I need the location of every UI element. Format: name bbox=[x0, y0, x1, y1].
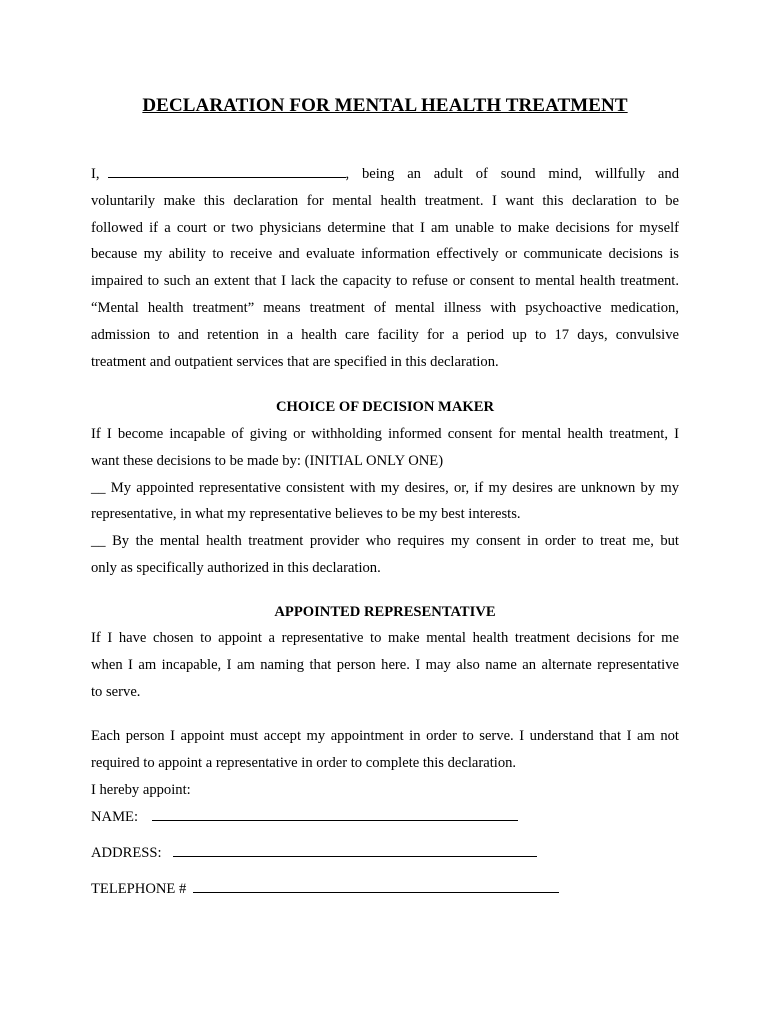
section2-line: If I have chosen to appoint a representative to make mental health treatment decisions for me bbox=[91, 630, 679, 646]
intro-paragraph bbox=[91, 161, 679, 375]
address-field-row bbox=[91, 842, 537, 863]
intro-first-word: I, bbox=[91, 166, 100, 182]
intro-line: treatment and outpatient services that are specified in this declaration. bbox=[91, 353, 499, 370]
option-representative: __ My appointed representative consistent with my desires, or, if my desires are unknown by my bbox=[91, 479, 679, 496]
name-blank[interactable] bbox=[152, 806, 518, 821]
document-title: DECLARATION FOR MENTAL HEALTH TREATMENT bbox=[142, 95, 628, 116]
intro-line: followed if a court or two physicians determine that I am unable to make decisions for myself bbox=[91, 219, 679, 236]
choice-of-decision-maker-heading: CHOICE OF DECISION MAKER bbox=[276, 399, 494, 415]
declarant-name-blank[interactable] bbox=[108, 164, 346, 178]
telephone-label: TELEPHONE # bbox=[91, 881, 187, 897]
section2-line: to serve. bbox=[91, 683, 141, 700]
choice-of-decision-maker-paragraph bbox=[91, 421, 679, 582]
intro-line: impaired to such an extent that I lack the capacity to refuse or consent to mental health treatment. bbox=[91, 273, 679, 290]
appointed-representative-paragraph bbox=[91, 625, 679, 705]
intro-line: “Mental health treatment” means treatment of mental illness with psychoactive medication, bbox=[91, 299, 679, 316]
appointed-representative-heading: APPOINTED REPRESENTATIVE bbox=[274, 604, 496, 620]
appointment-acceptance-paragraph bbox=[91, 723, 679, 803]
section2-line: Each person I appoint must accept my appointment in order to serve. I understand that I am not bbox=[91, 728, 679, 744]
telephone-blank[interactable] bbox=[193, 878, 559, 893]
intro-line: because my ability to receive and evaluate information effectively or communicate decisions is bbox=[91, 246, 679, 263]
section1-line: If I become incapable of giving or withholding informed consent for mental health treatment, I bbox=[91, 426, 679, 442]
intro-line: voluntarily make this declaration for mental health treatment. I want this declaration to be bbox=[91, 192, 679, 209]
intro-first-line-end: , being an adult of sound mind, willfully and bbox=[345, 166, 679, 182]
section1-line: want these decisions to be made by: (INITIAL ONLY ONE) bbox=[91, 452, 444, 469]
option-provider: __ By the mental health treatment provider who requires my consent in order to treat me, but bbox=[91, 533, 679, 550]
section2-line: required to appoint a representative in order to complete this declaration. bbox=[91, 754, 517, 771]
name-label: NAME: bbox=[91, 809, 139, 825]
intro-first-line bbox=[91, 161, 679, 188]
address-blank[interactable] bbox=[173, 842, 537, 857]
name-field-row bbox=[91, 806, 518, 827]
intro-line: admission to and retention in a health care facility for a period up to 17 days, convulsive bbox=[91, 326, 679, 343]
section2-line: when I am incapable, I am naming that person here. I may also name an alternate representative bbox=[91, 656, 679, 673]
section1-line: only as specifically authorized in this declaration. bbox=[91, 559, 381, 576]
hereby-appoint-line: I hereby appoint: bbox=[91, 781, 191, 798]
section1-line: representative, in what my representative believes to be my best interests. bbox=[91, 506, 521, 523]
telephone-field-row bbox=[91, 878, 559, 899]
address-label: ADDRESS: bbox=[91, 845, 162, 861]
